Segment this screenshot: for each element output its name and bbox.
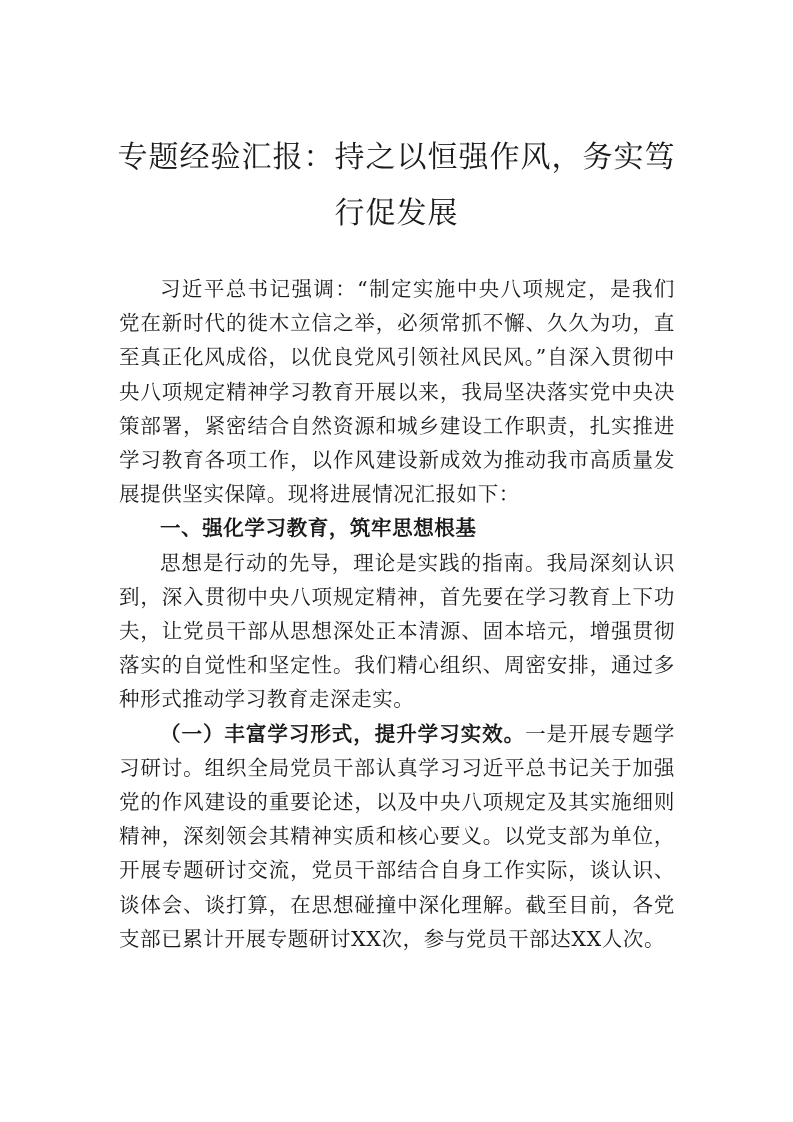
subsection-paragraph xyxy=(119,717,675,956)
section-heading: 一、强化学习教育，筑牢思想根基 xyxy=(160,516,477,541)
subsection-lead: （一）丰富学习形式，提升学习实效。 xyxy=(160,721,526,746)
document-body xyxy=(119,272,675,956)
section-paragraph: 思想是行动的先导，理论是实践的指南。我局深刻认识到，深入贯彻中央八项规定精神，首先要在学习教育上下功夫，让党员干部从思想深处正本清源、固本培元，增强贯彻落实的自觉性和坚定性。我们精心组织、周密安排，通过多种形式推动学习教育走深走实。 xyxy=(119,550,675,712)
intro-paragraph: 习近平总书记强调：“制定实施中央八项规定，是我们党在新时代的徙木立信之举，必须常抓不懈、久久为功，直至真正化风成俗，以优良党风引领社风民风。”自深入贯彻中央八项规定精神学习教育开展以来，我局坚决落实党中央决策部署，紧密结合自然资源和城乡建设工作职责，扎实推进学习教育各项工作，以作风建设新成效为推动我市高质量发展提供坚实保障。现将进展情况汇报如下： xyxy=(119,277,675,507)
document-title: 专题经验汇报：持之以恒强作风，务实笃行促发展 xyxy=(117,140,676,231)
subsection-text: 一是开展专题学习研讨。组织全局党员干部认真学习习近平总书记关于加强党的作风建设的重要论述，以及中央八项规定及其实施细则精神，深刻领会其精神实质和核心要义。以党支部为单位，开展专题研讨交流，党员干部结合自身工作实际，谈认识、谈体会、谈打算，在思想碰撞中深化理解。截至目前，各党支部已累计开展专题研讨XX次，参与党员干部达XX人次。 xyxy=(119,721,676,951)
